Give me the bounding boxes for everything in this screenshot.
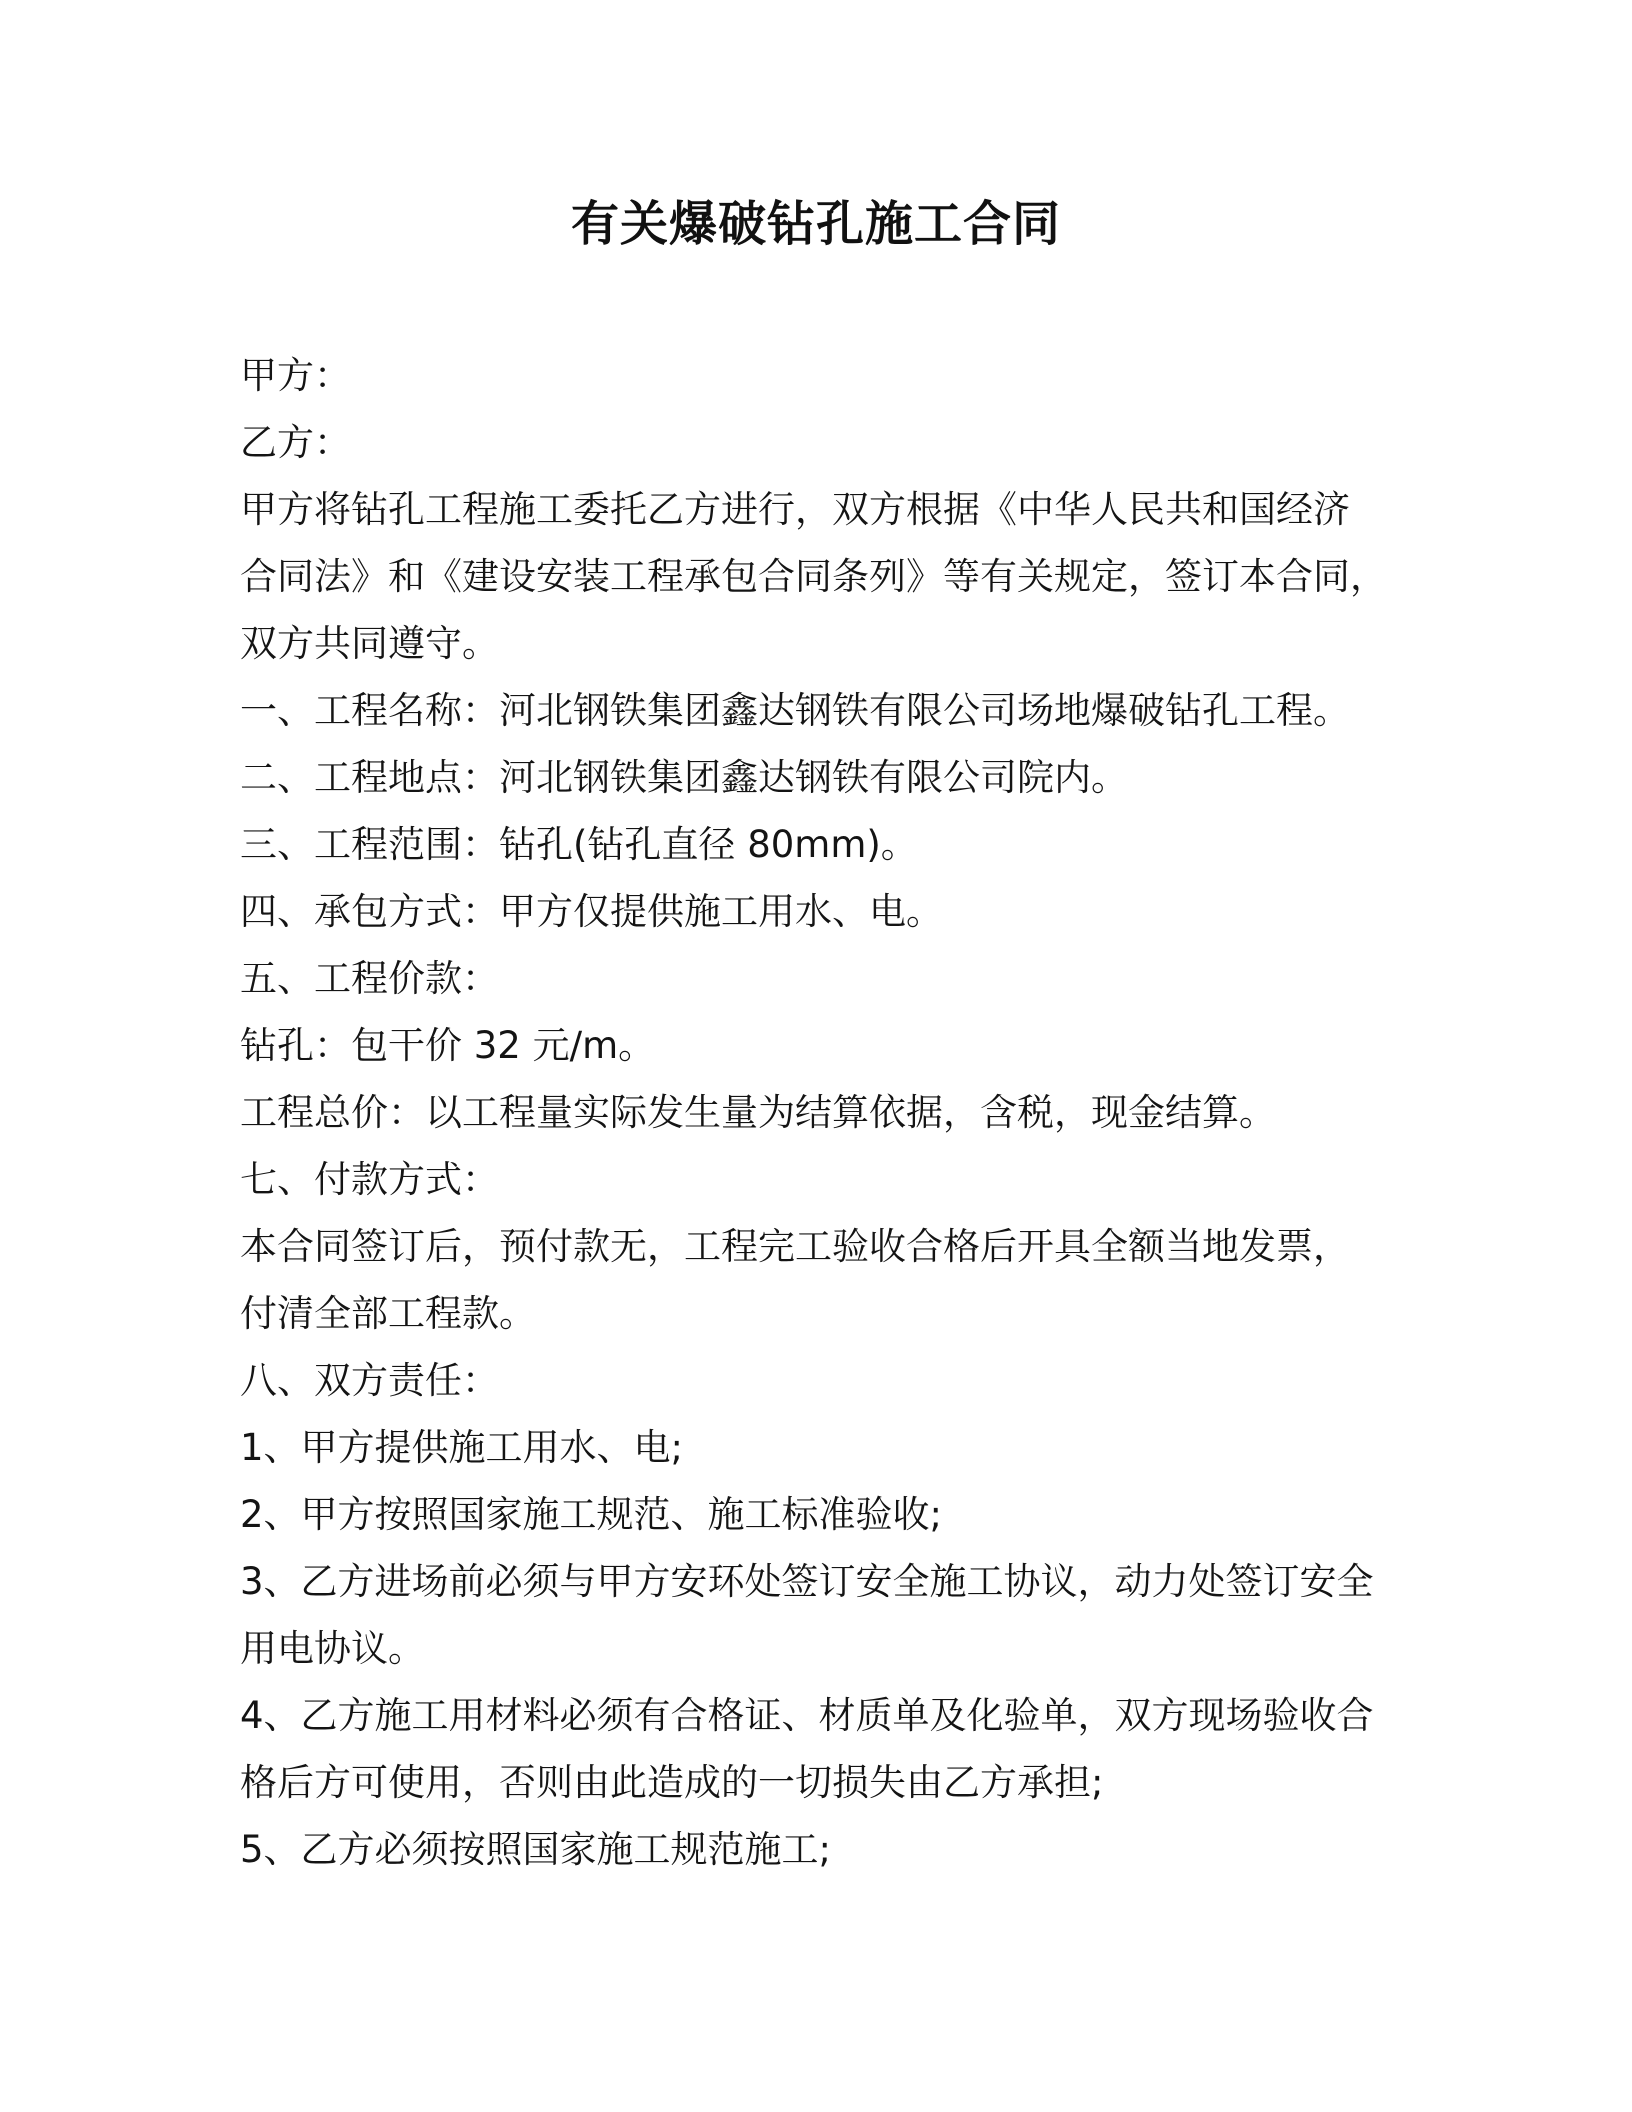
- preamble-line-3: 双方共同遵守。: [240, 622, 499, 665]
- responsibility-item-4-line-2: 格后方可使用，否则由此造成的一切损失由乙方承担;: [240, 1761, 1104, 1804]
- clause-payment-line-1: 本合同签订后，预付款无，工程完工验收合格后开具全额当地发票，: [240, 1225, 1350, 1268]
- preamble-line-1: 甲方将钻孔工程施工委托乙方进行，双方根据《中华人民共和国经济: [240, 488, 1350, 531]
- responsibility-item-3-line-2: 用电协议。: [240, 1627, 425, 1670]
- clause-contract-method: 四、承包方式：甲方仅提供施工用水、电。: [240, 890, 943, 933]
- preamble-line-2: 合同法》和《建设安装工程承包合同条列》等有关规定，签订本合同，: [240, 555, 1387, 598]
- clause-drilling-price: 钻孔：包干价 32 元/m。: [240, 1024, 656, 1067]
- responsibility-item-4-line-1: 4、乙方施工用材料必须有合格证、材质单及化验单，双方现场验收合: [240, 1694, 1374, 1737]
- party-a-line: 甲方：: [240, 354, 351, 397]
- contract-title: 有关爆破钻孔施工合同: [570, 196, 1061, 252]
- responsibility-item-1: 1、甲方提供施工用水、电;: [240, 1426, 684, 1469]
- clause-payment-line-2: 付清全部工程款。: [240, 1292, 536, 1335]
- clause-project-scope: 三、工程范围：钻孔(钻孔直径 80mm)。: [240, 823, 918, 866]
- contract-body: [240, 342, 1390, 1883]
- clause-project-price-heading: 五、工程价款：: [240, 957, 499, 1000]
- responsibility-item-5: 5、乙方必须按照国家施工规范施工;: [240, 1828, 832, 1871]
- clause-project-location: 二、工程地点：河北钢铁集团鑫达钢铁有限公司院内。: [240, 756, 1128, 799]
- responsibility-item-3-line-1: 3、乙方进场前必须与甲方安环处签订安全施工协议，动力处签订安全: [240, 1560, 1374, 1603]
- responsibility-item-2: 2、甲方按照国家施工规范、施工标准验收;: [240, 1493, 943, 1536]
- clause-total-price: 工程总价：以工程量实际发生量为结算依据，含税，现金结算。: [240, 1091, 1276, 1134]
- clause-responsibilities-heading: 八、双方责任：: [240, 1359, 499, 1402]
- clause-project-name: 一、工程名称：河北钢铁集团鑫达钢铁有限公司场地爆破钻孔工程。: [240, 689, 1350, 732]
- party-b-line: 乙方：: [240, 421, 351, 464]
- clause-payment-heading: 七、付款方式：: [240, 1158, 499, 1201]
